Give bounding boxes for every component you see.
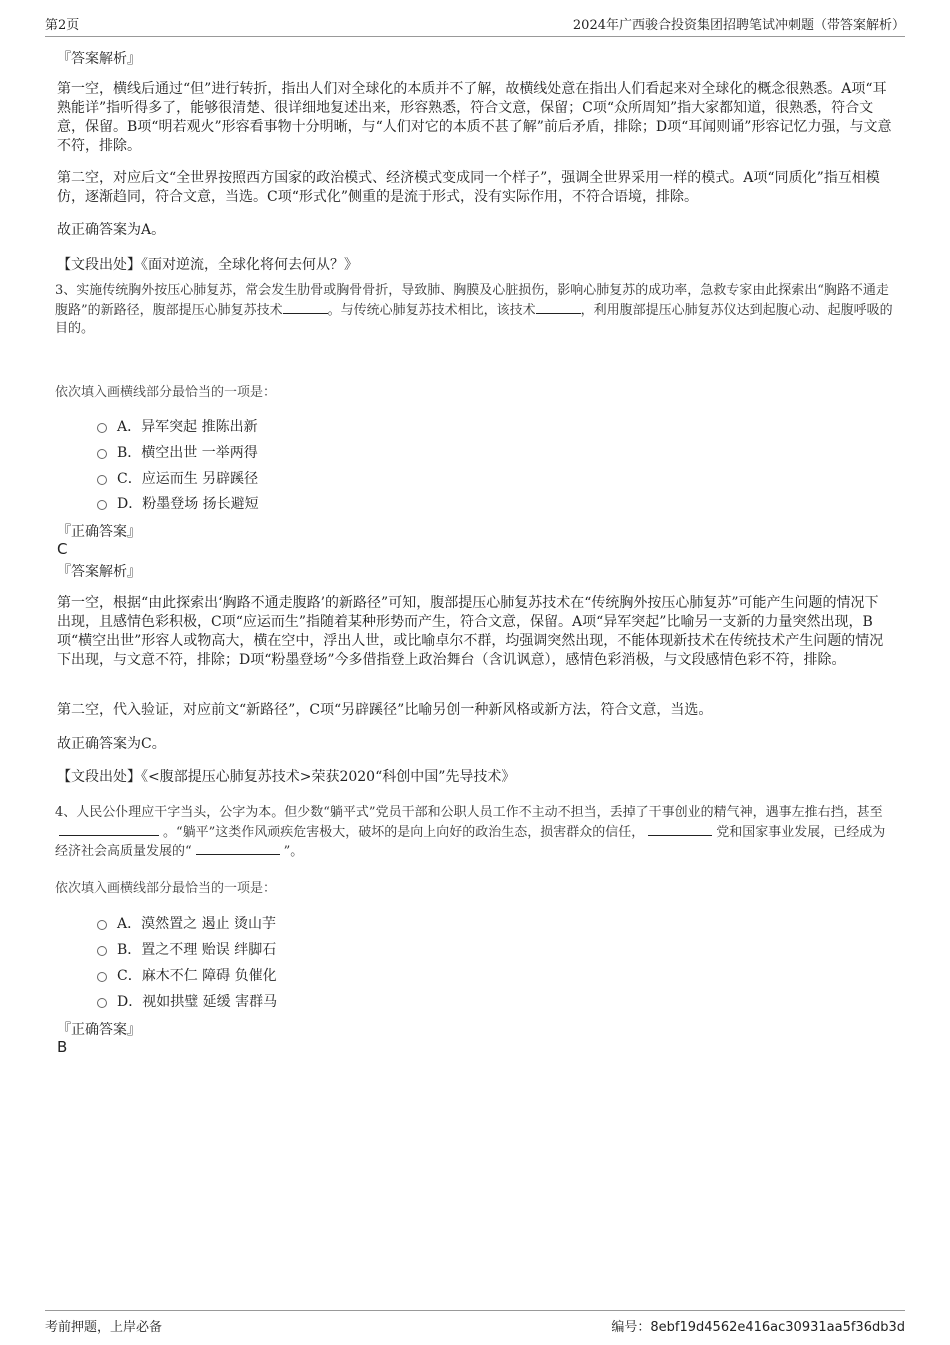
option-c[interactable] [97, 965, 277, 985]
source-citation: 【文段出处】《<腹部提压心肺复苏技术>荣获2020“科创中国”先导技术》 [57, 769, 516, 785]
document-title: 2024年广西骏合投资集团招聘笔试冲刺题（带答案解析） [572, 18, 905, 33]
question-4-stem [55, 804, 893, 862]
option-letter: D． [117, 994, 143, 1010]
radio-icon[interactable] [97, 423, 107, 433]
option-text: 置之不理 贻误 绊脚石 [141, 942, 277, 958]
document-code-value: 8ebf19d4562e416ac30931aa5f36db3d [650, 1320, 905, 1335]
page-footer [45, 1310, 905, 1335]
option-b[interactable] [97, 939, 276, 959]
radio-icon[interactable] [97, 920, 107, 930]
fill-blank [196, 842, 280, 855]
option-letter: C． [117, 471, 142, 487]
option-letter: B． [117, 942, 142, 958]
answer-statement: 故正确答案为C。 [57, 736, 166, 752]
question-3-stem [55, 282, 893, 339]
fill-blank [59, 823, 159, 836]
question-3-stem-part: ，利用腹部提压心肺复苏仪达到起腹心动、起腹呼吸的目的。 [55, 302, 893, 336]
correct-answer: C [57, 540, 68, 558]
question-3-stem-part: 。与传统心肺复苏技术相比，该技术 [327, 302, 536, 318]
analysis-label: 『答案解析』 [57, 564, 141, 580]
option-text: 麻木不仁 障碍 负催化 [141, 968, 277, 984]
option-b[interactable] [97, 442, 258, 462]
source-citation: 【文段出处】《面对逆流，全球化将何去何从？》 [57, 257, 358, 273]
option-d[interactable] [97, 991, 277, 1011]
correct-answer-label: 『正确答案』 [57, 524, 141, 540]
radio-icon[interactable] [97, 972, 107, 982]
radio-icon[interactable] [97, 475, 107, 485]
question-3-stem-part: 3、实施传统胸外按压心肺复苏，常会发生肋骨或胸骨骨折，导致肺、胸膜及心脏损伤，影响心肺复苏的成功率，急救专家由此探索出“胸路不通走腹路”的新路径，腹部提压心肺复苏技术 [55, 283, 889, 318]
option-text: 漠然置之 遏止 烫山芋 [141, 916, 277, 932]
correct-answer-label: 『正确答案』 [57, 1022, 141, 1038]
option-letter: C． [117, 968, 142, 984]
question-4-stem-part: 党和国家事业发展，已经成为经济社会高质量发展的“ [55, 824, 886, 859]
correct-answer: B [57, 1038, 68, 1056]
radio-icon[interactable] [97, 946, 107, 956]
option-c[interactable] [97, 468, 258, 488]
page-number: 第2页 [45, 18, 80, 33]
fill-blank [536, 301, 581, 314]
option-letter: A． [117, 419, 142, 435]
radio-icon[interactable] [97, 998, 107, 1008]
fill-blank [283, 301, 328, 314]
option-letter: D． [117, 496, 143, 512]
analysis-label: 『答案解析』 [57, 51, 141, 67]
option-a[interactable] [97, 416, 258, 436]
question-4-prompt: 依次填入画横线部分最恰当的一项是： [55, 881, 277, 896]
option-text: 异军突起 推陈出新 [141, 419, 258, 435]
question-3-prompt: 依次填入画横线部分最恰当的一项是： [55, 385, 277, 400]
document-code [611, 1316, 905, 1335]
option-text: 应运而生 另辟蹊径 [141, 471, 259, 487]
answer-statement: 故正确答案为A。 [57, 222, 166, 238]
analysis-paragraph-1: 第一空，根据“由此探索出‘胸路不通走腹路’的新路径”可知，腹部提压心肺复苏技术在“传统胸外按压心肺复苏”可能产生问题的情况下出现，且感情色彩积极，C项“应运而生”指随着某种形势而产生，符合文意，保留。A项“异军突起”比喻另一支新的力量突然出现，B项“横空出世”形容人或物高大，横在空中，浮出人世，或比喻卓尔不群，均强调突然出现，不能体现新技术在传统技术产生问题的情况下出现，与文意不符，排除；D项“粉墨登场”今多借指登上政治舞台（含讥讽意），感情色彩消极，与文段感情色彩不符，排除。 [57, 595, 884, 668]
option-a[interactable] [97, 913, 276, 933]
option-d[interactable] [97, 493, 259, 513]
option-text: 视如拱璧 延缓 害群马 [142, 994, 278, 1010]
analysis-paragraph-1: 第一空，横线后通过“但”进行转折，指出人们对全球化的本质并不了解，故横线处意在指出人们看起来对全球化的概念很熟悉。A项“耳熟能详”指听得多了，能够很清楚、很详细地复述出来，形容熟悉，符合文意，保留；C项“众所周知”指大家都知道，很熟悉，符合文意，保留。B项“明若观火”形容看事物十分明晰，与“人们对它的本质不甚了解”前后矛盾，排除；D项“耳闻则诵”形容记忆力强，与文意不符，排除。 [57, 81, 892, 154]
page-header [45, 14, 905, 37]
question-4-stem-part: 。“躺平”这类作风顽疾危害极大，破坏的是向上向好的政治生态，损害群众的信任， [163, 824, 645, 840]
analysis-paragraph-2: 第二空，代入验证，对应前文“新路径”，C项“另辟蹊径”比喻另创一种新风格或新方法，符合文意，当选。 [57, 702, 713, 718]
analysis-paragraph-2: 第二空，对应后文“全世界按照西方国家的政治模式、经济模式变成同一个样子”，强调全世界采用一样的模式。A项“同质化”指互相模仿，逐渐趋同，符合文意，当选。C项“形式化”侧重的是流于形式，没有实际作用，不符合语境，排除。 [57, 170, 880, 205]
option-text: 横空出世 一举两得 [141, 445, 258, 461]
radio-icon[interactable] [97, 500, 107, 510]
option-letter: A． [117, 916, 142, 932]
option-letter: B． [117, 445, 142, 461]
question-4-stem-part: ”。 [283, 844, 304, 859]
question-4-stem-part: 4、人民公仆理应干字当头，公字为本。但少数“躺平式”党员干部和公职人员工作不主动不担当，丢掉了干事创业的精气神，遇事左推右挡，甚至 [55, 805, 883, 820]
footer-note: 考前押题，上岸必备 [45, 1320, 163, 1335]
document-code-label: 编号： [611, 1320, 651, 1335]
radio-icon[interactable] [97, 449, 107, 459]
fill-blank [648, 823, 712, 836]
option-text: 粉墨登场 扬长避短 [142, 496, 259, 512]
